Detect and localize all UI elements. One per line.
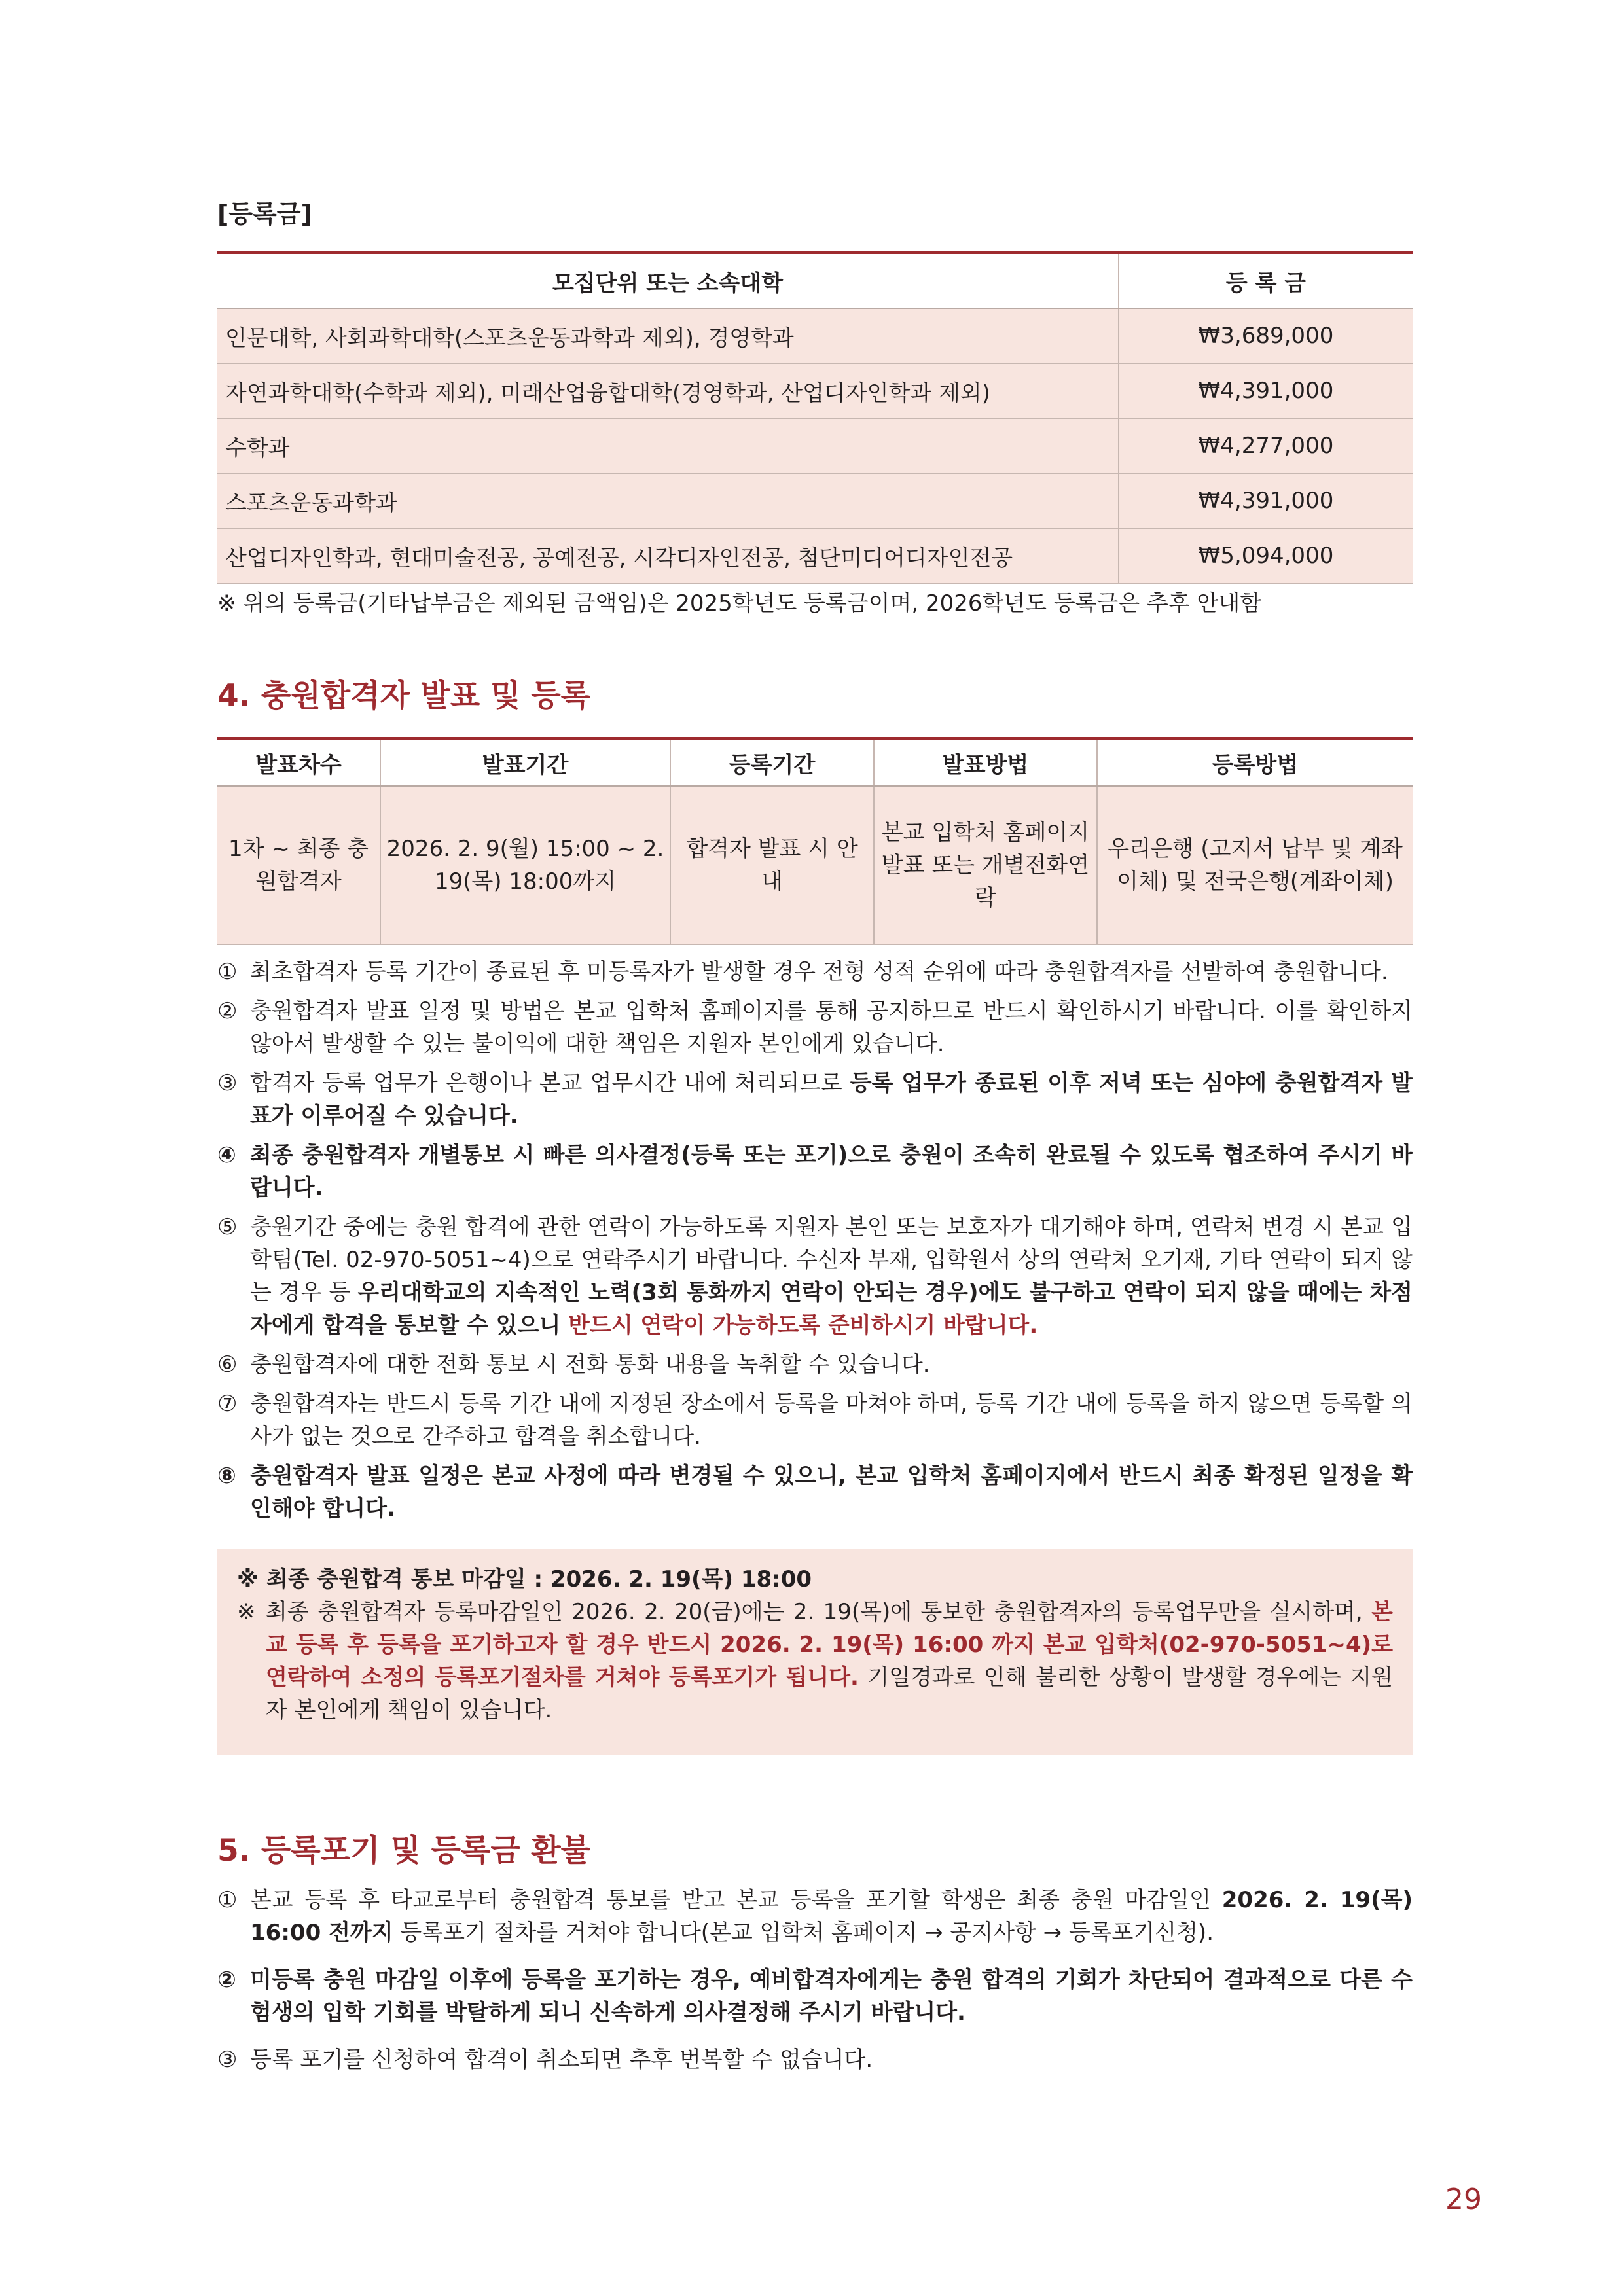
unit-cell: 자연과학대학(수학과 제외), 미래산업융합대학(경영학과, 산업디자인학과 제외) xyxy=(217,363,1119,418)
registration-method-cell: 우리은행 (고지서 납부 및 계좌이체) 및 전국은행(계좌이체) xyxy=(1097,786,1413,944)
fee-cell: ₩4,277,000 xyxy=(1119,418,1413,473)
fee-cell: ₩4,391,000 xyxy=(1119,363,1413,418)
list-item xyxy=(217,1388,1413,1453)
item-number: ③ xyxy=(217,2047,238,2073)
unit-cell: 수학과 xyxy=(217,418,1119,473)
item-text: 등록 포기를 신청하여 합격이 취소되면 추후 번복할 수 없습니다. xyxy=(250,2047,873,2073)
item-text: 등록포기 절차를 거쳐야 합니다(본교 입학처 홈페이지 → 공지사항 → 등록포기신청). xyxy=(393,1920,1214,1946)
fee-note: ※ 위의 등록금(기타납부금은 제외된 금액임)은 2025학년도 등록금이며, 2026학년도 등록금은 추후 안내함 xyxy=(217,590,1262,617)
notice-text: 기일경과로 인해 불리한 상황이 발생할 경우에는 지원자 본인에게 책임이 있습니다. xyxy=(266,1664,1393,1723)
item-text: 충원합격자는 반드시 등록 기간 내에 지정된 장소에서 등록을 마쳐야 하며, 등록 기간 내에 등록을 하지 않으면 등록할 의사가 없는 것으로 간주하고 합격을 취소합니다. xyxy=(250,1391,1413,1450)
table-row xyxy=(217,363,1413,418)
item-text: 충원합격자에 대한 전화 통보 시 전화 통화 내용을 녹취할 수 있습니다. xyxy=(250,1352,930,1378)
list-item xyxy=(217,1139,1413,1204)
fee-cell: ₩5,094,000 xyxy=(1119,528,1413,583)
item-text-bold: 2026. 2. 19(목) 16:00 전까지 xyxy=(250,1887,1413,1946)
item-text-bold: 우리대학교의 지속적인 노력(3회 통화까지 연락이 안되는 경우)에도 불구하고 연락이 되지 않을 때에는 차점자에게 합격을 통보할 수 있으니 xyxy=(250,1280,1413,1338)
notice-mark: ※ xyxy=(237,1599,256,1625)
list-item xyxy=(217,2043,1413,2076)
column-header: 모집단위 또는 소속대학 xyxy=(217,253,1119,308)
fee-cell: ₩4,391,000 xyxy=(1119,473,1413,528)
item-text: 최종 충원합격자 개별통보 시 빠른 의사결정(등록 또는 포기)으로 충원이 조속히 완료될 수 있도록 협조하여 주시기 바랍니다. xyxy=(250,1142,1413,1201)
table-row xyxy=(217,528,1413,583)
section-4-title: 4. 충원합격자 발표 및 등록 xyxy=(217,678,591,714)
fee-cell: ₩3,689,000 xyxy=(1119,308,1413,363)
column-header: 발표차수 xyxy=(217,738,380,786)
table-row xyxy=(217,308,1413,363)
item-number: ① xyxy=(217,959,238,985)
round-cell: 1차 ~ 최종 충원합격자 xyxy=(217,786,380,944)
item-text: 충원합격자 발표 일정 및 방법은 본교 입학처 홈페이지를 통해 공지하므로 반드시 확인하시기 바랍니다. 이를 확인하지 않아서 발생할 수 있는 불이익에 대한 책임은 지원자 본인에게 있습니다. xyxy=(250,998,1413,1057)
item-text: 미등록 충원 마감일 이후에 등록을 포기하는 경우, 예비합격자에게는 충원 합격의 기회가 차단되어 결과적으로 다른 수험생의 입학 기회를 박탈하게 되니 신속하게 의사결정해 주시기 바랍니다. xyxy=(250,1967,1413,2026)
section-5-title: 5. 등록포기 및 등록금 환불 xyxy=(217,1833,591,1869)
item-number: ⑤ xyxy=(217,1214,238,1240)
column-header: 등 록 금 xyxy=(1119,253,1413,308)
item-number: ⑥ xyxy=(217,1352,238,1378)
list-item xyxy=(217,995,1413,1060)
list-item xyxy=(217,1460,1413,1525)
registration-period-cell: 합격자 발표 시 안내 xyxy=(670,786,874,944)
item-text-highlight: 반드시 연락이 가능하도록 준비하시기 바랍니다. xyxy=(568,1312,1038,1338)
notice-highlight: 본교 등록 후 등록을 포기하고자 할 경우 반드시 2026. 2. 19(목) 16:00 까지 본교 입학처(02-970-5051~4)로 연락하여 소정의 등록포기절차를 거쳐야 등록포기가 됩니다. xyxy=(266,1599,1393,1691)
list-item xyxy=(217,1884,1413,1949)
list-item xyxy=(217,1067,1413,1132)
table-row xyxy=(217,473,1413,528)
announcement-table xyxy=(217,737,1413,945)
period-cell: 2026. 2. 9(월) 15:00 ~ 2. 19(목) 18:00까지 xyxy=(380,786,670,944)
table-row xyxy=(217,418,1413,473)
list-item xyxy=(217,1348,1413,1381)
table-header-row xyxy=(217,253,1413,308)
list-item xyxy=(217,956,1413,988)
method-cell: 본교 입학처 홈페이지 발표 또는 개별전화연락 xyxy=(874,786,1097,944)
fee-section-title: [등록금] xyxy=(217,200,312,228)
table-row xyxy=(217,786,1413,944)
item-number: ② xyxy=(217,1967,236,1993)
item-number: ④ xyxy=(217,1142,236,1168)
tuition-fee-table xyxy=(217,251,1413,584)
item-text: 본교 등록 후 타교로부터 충원합격 통보를 받고 본교 등록을 포기할 학생은 최종 충원 마감일인 xyxy=(250,1887,1222,1913)
column-header: 발표기간 xyxy=(380,738,670,786)
section-5-list xyxy=(217,1884,1413,2083)
item-text-bold: 등록 업무가 종료된 이후 저녁 또는 심야에 충원합격자 발표가 이루어질 수 있습니다. xyxy=(250,1070,1413,1129)
item-text: 최초합격자 등록 기간이 종료된 후 미등록자가 발생할 경우 전형 성적 순위에 따라 충원합격자를 선발하여 충원합니다. xyxy=(250,959,1388,985)
item-text: 충원합격자 발표 일정은 본교 사정에 따라 변경될 수 있으니, 본교 입학처 홈페이지에서 반드시 최종 확정된 일정을 확인해야 합니다. xyxy=(250,1463,1413,1522)
list-item xyxy=(217,1964,1413,2029)
item-number: ② xyxy=(217,998,238,1024)
item-text: 합격자 등록 업무가 은행이나 본교 업무시간 내에 처리되므로 xyxy=(250,1070,850,1096)
unit-cell: 인문대학, 사회과학대학(스포츠운동과학과 제외), 경영학과 xyxy=(217,308,1119,363)
column-header: 발표방법 xyxy=(874,738,1097,786)
unit-cell: 산업디자인학과, 현대미술전공, 공예전공, 시각디자인전공, 첨단미디어디자인전공 xyxy=(217,528,1119,583)
column-header: 등록방법 xyxy=(1097,738,1413,786)
final-deadline-notice xyxy=(217,1549,1413,1755)
item-number: ⑦ xyxy=(217,1391,238,1417)
unit-cell: 스포츠운동과학과 xyxy=(217,473,1119,528)
page-number: 29 xyxy=(1445,2183,1482,2216)
column-header: 등록기간 xyxy=(670,738,874,786)
table-header-row xyxy=(217,738,1413,786)
item-number: ③ xyxy=(217,1070,238,1096)
item-text: 충원기간 중에는 충원 합격에 관한 연락이 가능하도록 지원자 본인 또는 보호자가 대기해야 하며, 연락처 변경 시 본교 입학팀(Tel. 02-970-5051~4)으로 연락주시기 바랍니다. 수신자 부재, 입학원서 상의 연락처 오기재, 기타 연락이 되지 않는 경우 등 xyxy=(250,1214,1413,1306)
notice-text: 최종 충원합격자 등록마감일인 2026. 2. 20(금)에는 2. 19(목)에 통보한 충원합격자의 등록업무만을 실시하며, xyxy=(266,1599,1372,1625)
list-item xyxy=(217,1211,1413,1342)
notice-detail xyxy=(237,1596,1393,1727)
item-number: ① xyxy=(217,1887,238,1913)
notice-deadline: ※ 최종 충원합격 통보 마감일 : 2026. 2. 19(목) 18:00 xyxy=(237,1566,812,1592)
section-4-list xyxy=(217,956,1413,1532)
item-number: ⑧ xyxy=(217,1463,236,1489)
